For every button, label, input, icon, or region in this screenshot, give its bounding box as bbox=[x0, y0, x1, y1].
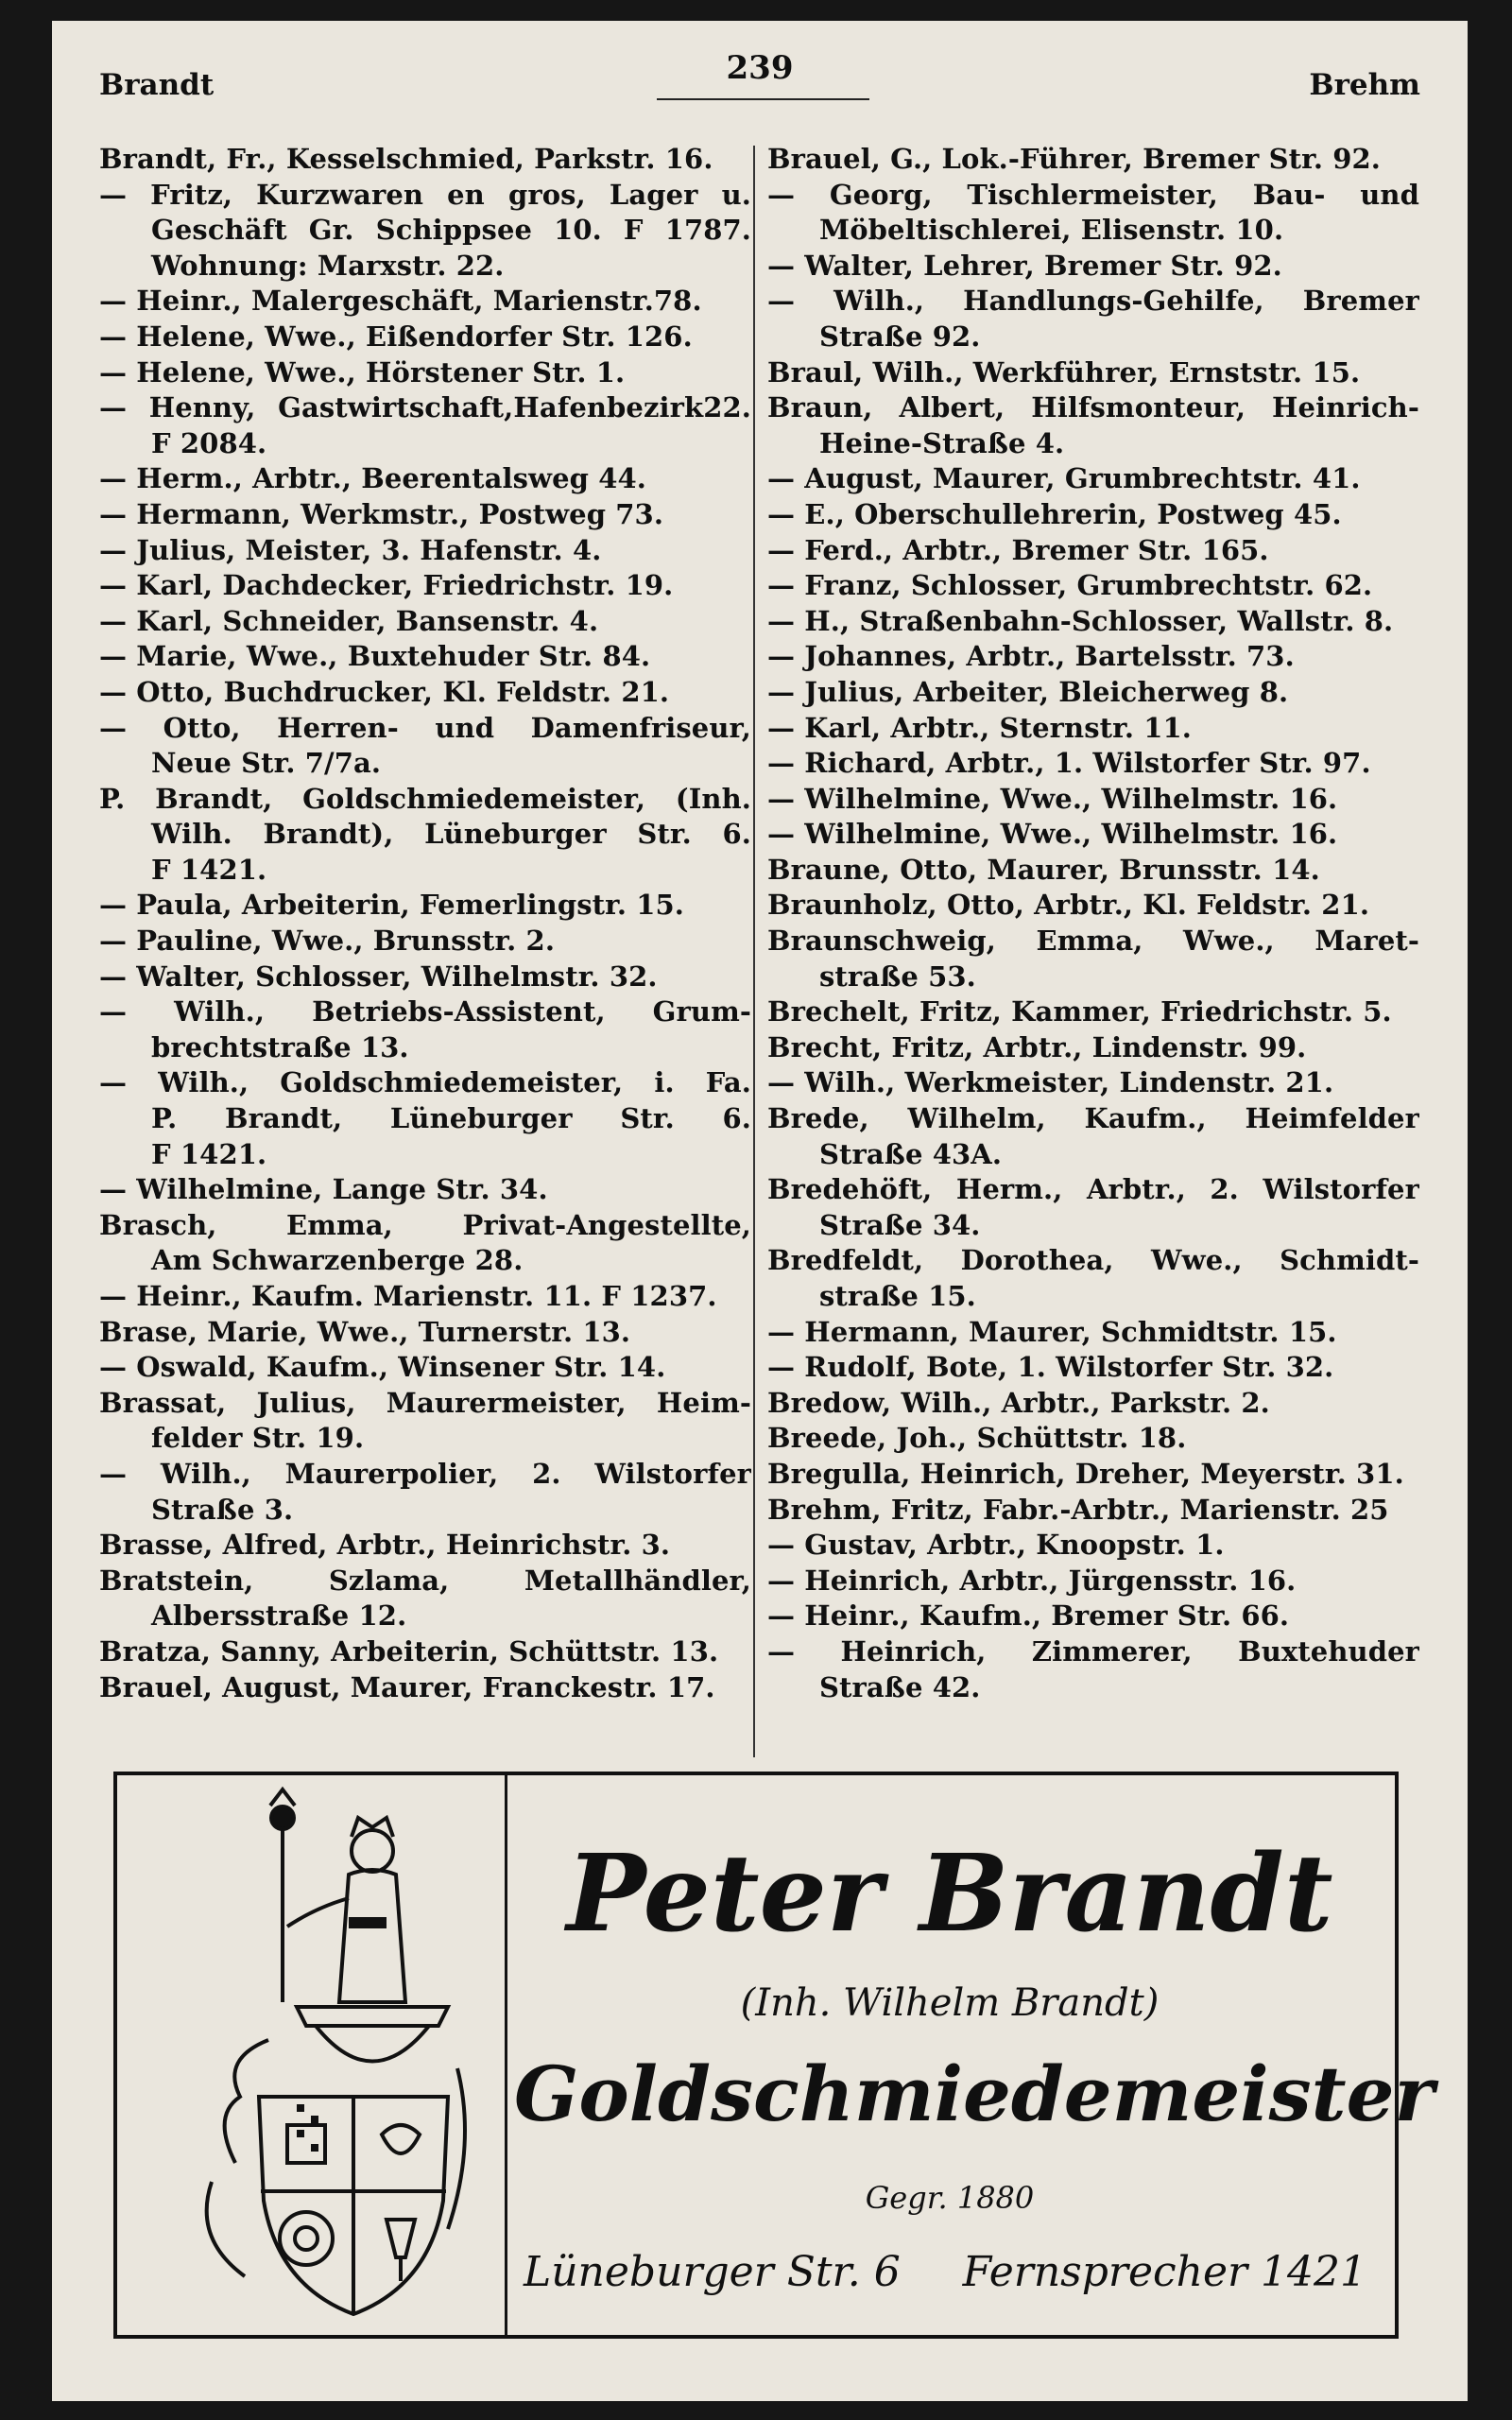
advertisement-divider bbox=[505, 1775, 507, 2335]
entry-line: Brehm, Fritz, Fabr.-Arbtr., Marienstr. 25 bbox=[767, 1493, 1389, 1526]
advertisement-box bbox=[113, 1772, 1435, 2339]
directory-entry bbox=[99, 1315, 751, 1351]
entry-line: — Otto, Herren- und Damenfriseur, bbox=[99, 711, 751, 744]
entry-line: F 2084. bbox=[151, 426, 267, 459]
entry-line: — Ferd., Arbtr., Bremer Str. 165. bbox=[767, 533, 1269, 566]
directory-entry bbox=[99, 390, 751, 461]
entry-line: — Karl, Schneider, Bansenstr. 4. bbox=[99, 604, 599, 637]
directory-entry bbox=[99, 355, 751, 391]
entry-line: straße 15. bbox=[819, 1280, 976, 1312]
entry-line: — Otto, Buchdrucker, Kl. Feldstr. 21. bbox=[99, 675, 670, 708]
directory-entry bbox=[767, 1386, 1419, 1422]
entry-line: — Julius, Arbeiter, Bleicherweg 8. bbox=[767, 675, 1289, 708]
entry-line: — Heinr., Kaufm., Bremer Str. 66. bbox=[767, 1599, 1290, 1633]
entry-line: Braun, Albert, Hilfsmonteur, Heinrich- bbox=[767, 391, 1419, 424]
entry-line: P. Brandt, Goldschmiedemeister, (Inh. bbox=[99, 782, 751, 815]
entry-line: Geschäft Gr. Schippsee 10. F 1787. bbox=[151, 214, 751, 247]
directory-entry bbox=[99, 461, 751, 497]
directory-entry bbox=[99, 924, 751, 959]
directory-entry bbox=[99, 284, 751, 320]
directory-entry bbox=[99, 1528, 751, 1564]
directory-entry bbox=[767, 1030, 1419, 1066]
directory-entry bbox=[99, 1457, 751, 1528]
entry-line: Bredow, Wilh., Arbtr., Parkstr. 2. bbox=[767, 1386, 1270, 1419]
entry-line: — Richard, Arbtr., 1. Wilstorfer Str. 97. bbox=[767, 747, 1371, 780]
directory-entry bbox=[99, 1564, 751, 1634]
entry-line: — Heinr., Kaufm. Marienstr. 11. F 1237. bbox=[99, 1280, 717, 1312]
entry-line: — August, Maurer, Grumbrechtstr. 41. bbox=[767, 462, 1361, 495]
entry-line: — Wilhelmine, Lange Str. 34. bbox=[99, 1173, 548, 1206]
entry-line: Braul, Wilh., Werkführer, Ernststr. 15. bbox=[767, 355, 1361, 389]
entry-line: Braunschweig, Emma, Wwe., Maret- bbox=[767, 925, 1419, 958]
advertisement-phone: Fernsprecher 1421 bbox=[962, 2248, 1366, 2296]
directory-entry bbox=[767, 1528, 1419, 1564]
directory-entry bbox=[767, 497, 1419, 533]
directory-entry bbox=[99, 178, 751, 285]
directory-entry bbox=[767, 1421, 1419, 1457]
entry-line: — Herm., Arbtr., Beerentalsweg 44. bbox=[99, 462, 646, 495]
directory-entry bbox=[99, 604, 751, 640]
directory-entry bbox=[767, 675, 1419, 711]
entry-line: Brede, Wilhelm, Kaufm., Heimfelder bbox=[767, 1102, 1419, 1135]
entry-line: — Marie, Wwe., Buxtehuder Str. 84. bbox=[99, 640, 651, 673]
directory-entry bbox=[99, 888, 751, 924]
entry-line: — Rudolf, Bote, 1. Wilstorfer Str. 32. bbox=[767, 1351, 1334, 1384]
directory-entry bbox=[767, 1350, 1419, 1386]
column-divider bbox=[753, 146, 755, 1757]
directory-entry bbox=[767, 355, 1419, 391]
entry-line: Brasch, Emma, Privat-Angestellte, bbox=[99, 1208, 751, 1241]
directory-entry bbox=[767, 639, 1419, 675]
directory-entry bbox=[99, 1670, 751, 1706]
directory-entry bbox=[767, 142, 1419, 178]
entry-line: — Henny, Gastwirtschaft,Hafenbezirk22. bbox=[99, 391, 751, 424]
entry-line: — Fritz, Kurzwaren en gros, Lager u. bbox=[99, 178, 751, 211]
entry-line: Straße 34. bbox=[819, 1208, 981, 1241]
directory-entry bbox=[99, 1172, 751, 1208]
advertisement-founded: Gegr. 1880 bbox=[865, 2180, 1035, 2216]
entry-line: Breede, Joh., Schüttstr. 18. bbox=[767, 1422, 1187, 1455]
entry-line: Heine-Straße 4. bbox=[819, 426, 1065, 459]
directory-entry bbox=[99, 1634, 751, 1670]
entry-line: Braunholz, Otto, Arbtr., Kl. Feldstr. 21. bbox=[767, 889, 1370, 922]
directory-entry bbox=[767, 461, 1419, 497]
entry-line: — Walter, Schlosser, Wilhelmstr. 32. bbox=[99, 959, 658, 993]
entry-line: Wilh. Brandt), Lüneburger Str. 6. bbox=[151, 818, 751, 851]
directory-entry bbox=[767, 1564, 1419, 1599]
directory-entry bbox=[767, 1315, 1419, 1351]
directory-entry bbox=[99, 1208, 751, 1279]
entry-line: Brase, Marie, Wwe., Turnerstr. 13. bbox=[99, 1315, 631, 1348]
entry-line: Wohnung: Marxstr. 22. bbox=[151, 249, 505, 282]
entry-line: Am Schwarzenberge 28. bbox=[151, 1244, 524, 1277]
entry-line: — Heinr., Malergeschäft, Marienstr.78. bbox=[99, 285, 702, 318]
directory-entry bbox=[99, 639, 751, 675]
directory-entry bbox=[767, 1634, 1419, 1705]
directory-entry bbox=[767, 888, 1419, 924]
directory-entry bbox=[767, 390, 1419, 461]
directory-entry bbox=[767, 568, 1419, 604]
entry-line: — Wilhelmine, Wwe., Wilhelmstr. 16. bbox=[767, 818, 1338, 851]
directory-entry bbox=[99, 675, 751, 711]
entry-line: — Hermann, Maurer, Schmidtstr. 15. bbox=[767, 1315, 1337, 1348]
entry-line: Brandt, Fr., Kesselschmied, Parkstr. 16. bbox=[99, 143, 713, 175]
entry-line: Neue Str. 7/7a. bbox=[151, 747, 382, 780]
directory-entry bbox=[767, 604, 1419, 640]
entry-line: — Wilh., Maurerpolier, 2. Wilstorfer bbox=[99, 1457, 751, 1490]
directory-entry bbox=[767, 746, 1419, 782]
directory-page bbox=[52, 21, 1468, 2401]
entry-line: — Wilh., Werkmeister, Lindenstr. 21. bbox=[767, 1066, 1334, 1099]
right-column bbox=[767, 142, 1419, 1768]
directory-entry bbox=[99, 568, 751, 604]
directory-entry bbox=[99, 782, 751, 889]
entry-line: Bregulla, Heinrich, Dreher, Meyerstr. 31. bbox=[767, 1457, 1404, 1490]
directory-entry bbox=[99, 142, 751, 178]
entry-line: — Helene, Wwe., Eißendorfer Str. 126. bbox=[99, 320, 693, 353]
entry-line: Brassat, Julius, Maurermeister, Heim- bbox=[99, 1386, 751, 1419]
entry-line: — Hermann, Werkmstr., Postweg 73. bbox=[99, 497, 664, 530]
entry-line: Straße 43A. bbox=[819, 1137, 1003, 1170]
directory-entry bbox=[767, 1172, 1419, 1243]
entry-line: Bredfeldt, Dorothea, Wwe., Schmidt- bbox=[767, 1244, 1419, 1277]
entry-line: Bratza, Sanny, Arbeiterin, Schüttstr. 13. bbox=[99, 1634, 719, 1668]
directory-entry bbox=[767, 1599, 1419, 1634]
entry-line: straße 53. bbox=[819, 959, 976, 993]
entry-line: Straße 3. bbox=[151, 1493, 294, 1526]
entry-line: Brauel, G., Lok.-Führer, Bremer Str. 92. bbox=[767, 143, 1381, 175]
entry-line: felder Str. 19. bbox=[151, 1422, 365, 1455]
entry-line: Braune, Otto, Maurer, Brunsstr. 14. bbox=[767, 853, 1320, 886]
header-left-keyword: Brandt bbox=[99, 68, 215, 102]
header-rule bbox=[657, 98, 869, 100]
entry-line: Brecht, Fritz, Arbtr., Lindenstr. 99. bbox=[767, 1030, 1307, 1063]
directory-entry bbox=[767, 853, 1419, 889]
advertisement-name: Peter Brandt bbox=[566, 1832, 1333, 1956]
directory-entry bbox=[767, 1243, 1419, 1314]
entry-line: — E., Oberschullehrerin, Postweg 45. bbox=[767, 497, 1342, 530]
entry-line: Bratstein, Szlama, Metallhändler, bbox=[99, 1564, 751, 1597]
entry-line: brechtstraße 13. bbox=[151, 1030, 409, 1063]
directory-entry bbox=[767, 284, 1419, 354]
directory-entry bbox=[767, 782, 1419, 818]
directory-entry bbox=[767, 178, 1419, 249]
entry-line: — Karl, Dachdecker, Friedrichstr. 19. bbox=[99, 569, 674, 602]
directory-entry bbox=[767, 1101, 1419, 1172]
entry-line: — Julius, Meister, 3. Hafenstr. 4. bbox=[99, 533, 602, 566]
directory-entry bbox=[99, 711, 751, 782]
directory-entry bbox=[99, 1065, 751, 1172]
entry-line: — Georg, Tischlermeister, Bau- und bbox=[767, 178, 1419, 211]
directory-entry bbox=[99, 1350, 751, 1386]
entry-line: — H., Straßenbahn-Schlosser, Wallstr. 8. bbox=[767, 604, 1394, 637]
directory-entry bbox=[767, 711, 1419, 747]
directory-entry bbox=[767, 817, 1419, 853]
entry-line: P. Brandt, Lüneburger Str. 6. bbox=[151, 1102, 751, 1135]
directory-entry bbox=[767, 1457, 1419, 1493]
entry-line: — Johannes, Arbtr., Bartelsstr. 73. bbox=[767, 640, 1295, 673]
directory-entry bbox=[99, 1386, 751, 1457]
entry-line: — Wilhelmine, Wwe., Wilhelmstr. 16. bbox=[767, 782, 1338, 815]
advertisement-address: Lüneburger Str. 6 bbox=[524, 2248, 901, 2296]
entry-line: — Helene, Wwe., Hörstener Str. 1. bbox=[99, 355, 626, 389]
advertisement-trade: Goldschmiedemeister bbox=[514, 2049, 1435, 2138]
entry-line: F 1421. bbox=[151, 1137, 267, 1170]
entry-line: F 1421. bbox=[151, 853, 267, 886]
directory-entry bbox=[767, 1065, 1419, 1101]
directory-entry bbox=[99, 533, 751, 569]
directory-entry bbox=[99, 320, 751, 355]
coat-of-arms-icon bbox=[155, 1785, 476, 2333]
header-right-keyword: Brehm bbox=[1309, 68, 1420, 102]
entry-line: — Gustav, Arbtr., Knoopstr. 1. bbox=[767, 1529, 1225, 1562]
directory-entry bbox=[767, 924, 1419, 994]
entry-line: Albersstraße 12. bbox=[151, 1599, 407, 1633]
entry-line: — Wilh., Handlungs-Gehilfe, Bremer bbox=[767, 285, 1419, 318]
directory-entry bbox=[767, 249, 1419, 285]
entry-line: Brasse, Alfred, Arbtr., Heinrichstr. 3. bbox=[99, 1529, 671, 1562]
page-number: 239 bbox=[726, 49, 794, 87]
entry-line: Straße 92. bbox=[819, 320, 981, 353]
advertisement-owner: (Inh. Wilhelm Brandt) bbox=[740, 1981, 1160, 2025]
entry-line: — Heinrich, Arbtr., Jürgensstr. 16. bbox=[767, 1564, 1297, 1597]
directory-entry bbox=[99, 959, 751, 995]
directory-entry bbox=[99, 994, 751, 1065]
entry-line: — Wilh., Betriebs-Assistent, Grum- bbox=[99, 995, 751, 1028]
entry-line: — Paula, Arbeiterin, Femerlingstr. 15. bbox=[99, 889, 684, 922]
entry-line: — Franz, Schlosser, Grumbrechtstr. 62. bbox=[767, 569, 1373, 602]
entry-line: Möbeltischlerei, Elisenstr. 10. bbox=[819, 214, 1284, 247]
entry-line: Straße 42. bbox=[819, 1670, 981, 1703]
entry-line: — Oswald, Kaufm., Winsener Str. 14. bbox=[99, 1351, 666, 1384]
entry-line: — Karl, Arbtr., Sternstr. 11. bbox=[767, 711, 1192, 744]
directory-entry bbox=[99, 497, 751, 533]
directory-entry bbox=[767, 533, 1419, 569]
entry-line: — Wilh., Goldschmiedemeister, i. Fa. bbox=[99, 1066, 751, 1099]
entry-line: Brauel, August, Maurer, Franckestr. 17. bbox=[99, 1670, 715, 1703]
entry-line: — Pauline, Wwe., Brunsstr. 2. bbox=[99, 925, 556, 958]
entry-line: — Walter, Lehrer, Bremer Str. 92. bbox=[767, 249, 1282, 282]
directory-entry bbox=[99, 1279, 751, 1315]
entry-line: Bredehöft, Herm., Arbtr., 2. Wilstorfer bbox=[767, 1173, 1419, 1206]
directory-entry bbox=[767, 994, 1419, 1030]
directory-entry bbox=[767, 1493, 1419, 1529]
left-column bbox=[99, 142, 751, 1768]
entry-line: — Heinrich, Zimmerer, Buxtehuder bbox=[767, 1634, 1419, 1668]
entry-line: Brechelt, Fritz, Kammer, Friedrichstr. 5. bbox=[767, 995, 1392, 1028]
